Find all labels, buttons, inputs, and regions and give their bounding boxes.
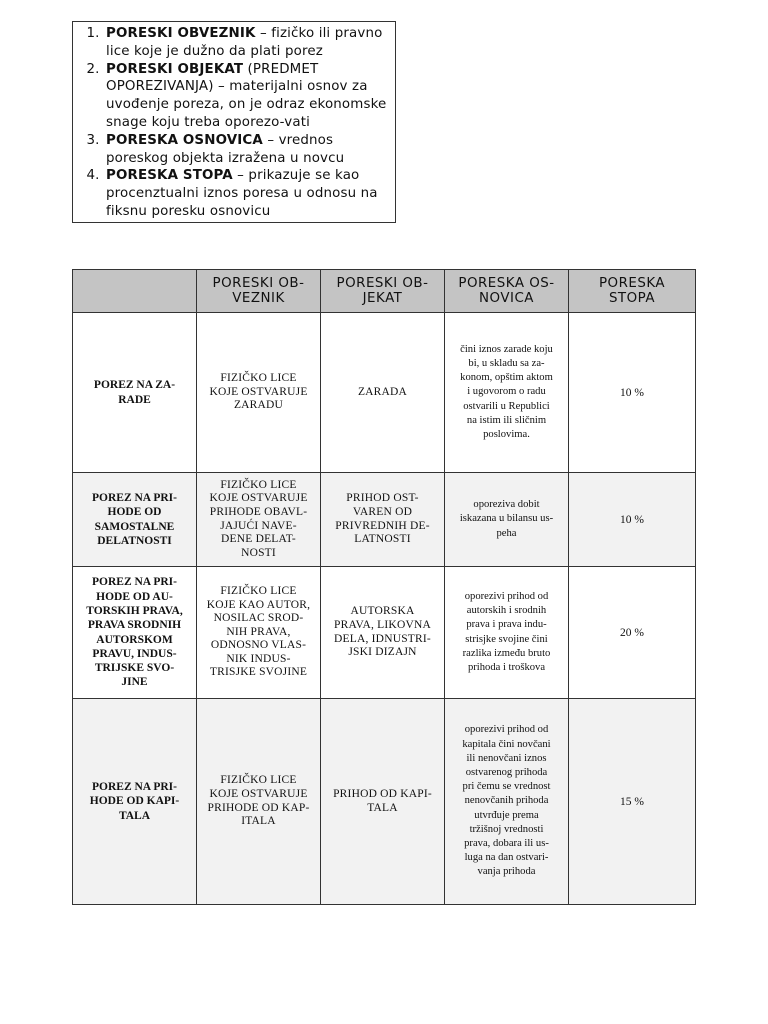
cell-stopa: 15 % (569, 699, 696, 905)
definition-term: PORESKI OBJEKAT (106, 61, 244, 77)
cell-obveznik: FIZIČKO LICE KOJE OSTVARUJE PRIHODE OD KAP- ITALA (197, 699, 321, 905)
definition-text: – vrednos poreskog objekta izražena u novcu (106, 132, 345, 166)
definition-text: – fizičko ili pravno lice koje je dužno da plati porez (106, 26, 383, 59)
cell-objekat: ZARADA (321, 313, 445, 473)
cell-porez: POREZ NA ZA- RADE (73, 313, 197, 473)
cell-osnovica: oporezivi prihod od autorskih i srodnih prava i prava indu- strisjke svojine čini razlika između bruto prihoda i troškova (445, 567, 569, 699)
definition-item (104, 132, 389, 168)
cell-porez: POREZ NA PRI- HODE OD KAPI- TALA (73, 699, 197, 905)
table-row (73, 313, 696, 473)
cell-osnovica: oporezivi prihod od kapitala čini novčani ili nenovčani iznos ostvarenog prihoda pri čemu se vrednost nenovčanih prihoda utvrđuje prema tržišnoj vrednosti prava, dobara ili us- luga na dan ostvari- vanja prihoda (445, 699, 569, 905)
cell-stopa: 10 % (569, 313, 696, 473)
tax-table (72, 269, 696, 905)
cell-stopa: 20 % (569, 567, 696, 699)
cell-osnovica: čini iznos zarade koju bi, u skladu sa za- konom, opštim aktom i ugovorom o radu ostvarili u Republici na istim ili sličnim poslovima. (445, 313, 569, 473)
table-row (73, 473, 696, 567)
header-empty (73, 270, 197, 313)
definition-term: PORESKA STOPA (106, 168, 233, 184)
cell-objekat: AUTORSKA PRAVA, LIKOVNA DELA, IDNUSTRI- JSKI DIZAJN (321, 567, 445, 699)
cell-stopa: 10 % (569, 473, 696, 567)
header-stopa: PORESKA STOPA (569, 270, 696, 313)
header-objekat: PORESKI OB- JEKAT (321, 270, 445, 313)
cell-obveznik: FIZIČKO LICE KOJE OSTVARUJE PRIHODE OBAVL- JAJUĆI NAVE- DENE DELAT- NOSTI (197, 473, 321, 567)
definition-item (104, 25, 389, 61)
definition-item (104, 167, 389, 220)
cell-obveznik: FIZIČKO LICE KOJE OSTVARUJE ZARADU (197, 313, 321, 473)
definition-term: PORESKA OSNOVICA (106, 132, 263, 148)
definition-text: (PREDMET OPOREZIVANJA) – materijalni osnov za uvođenje poreza, on je odraz ekonomske snage koju treba oporezo-vati (106, 61, 387, 130)
header-obveznik: PORESKI OB- VEZNIK (197, 270, 321, 313)
cell-osnovica: oporeziva dobit iskazana u bilansu us- peha (445, 473, 569, 567)
cell-objekat: PRIHOD OST- VAREN OD PRIVREDNIH DE- LATNOSTI (321, 473, 445, 567)
cell-porez: POREZ NA PRI- HODE OD SAMOSTALNE DELATNOSTI (73, 473, 197, 567)
cell-obveznik: FIZIČKO LICE KOJE KAO AUTOR, NOSILAC SROD- NIH PRAVA, ODNOSNO VLAS- NIK INDUS- TRISJKE SVOJINE (197, 567, 321, 699)
definitions-list (81, 25, 389, 221)
header-osnovica: PORESKA OS- NOVICA (445, 270, 569, 313)
definition-item (104, 61, 389, 132)
cell-porez: POREZ NA PRI- HODE OD AU- TORSKIH PRAVA, PRAVA SRODNIH AUTORSKOM PRAVU, INDUS- TRIJSKE SVO- JINE (73, 567, 197, 699)
definition-term: PORESKI OBVEZNIK (106, 26, 256, 41)
table-row (73, 567, 696, 699)
table-header-row (73, 270, 696, 313)
cell-objekat: PRIHOD OD KAPI- TALA (321, 699, 445, 905)
definitions-box (72, 21, 396, 223)
definition-text: – prikazuje se kao procenztualni iznos poresa u odnosu na fiksnu poresku osnovicu (106, 168, 378, 219)
table-row (73, 699, 696, 905)
